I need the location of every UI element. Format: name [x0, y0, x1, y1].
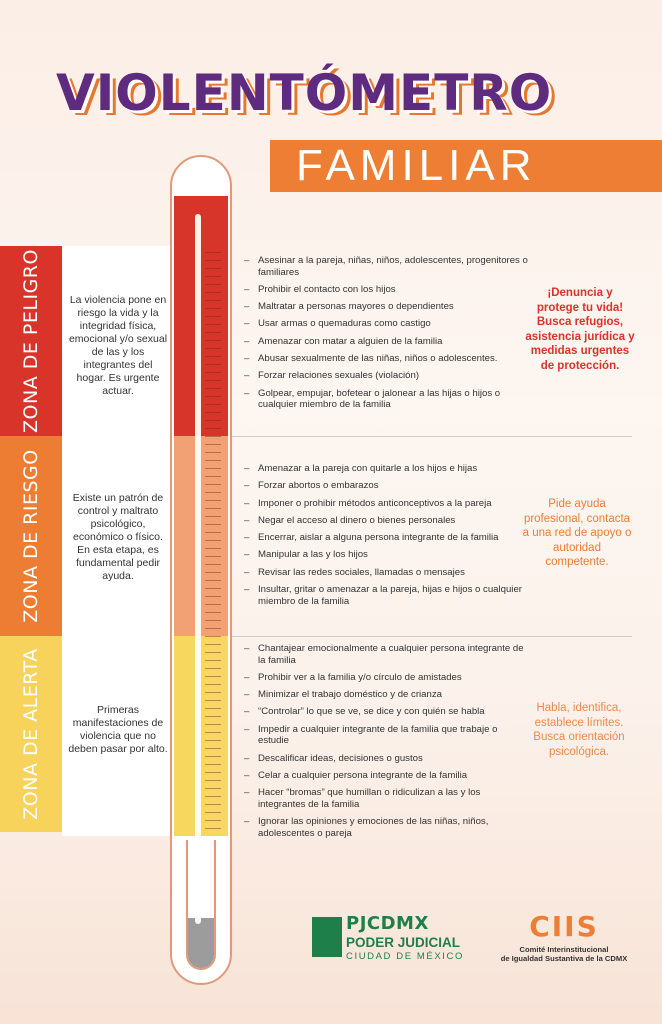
behavior-list-peligro: [244, 255, 529, 416]
comite-mark: CIIS: [529, 910, 599, 943]
zone-divider: [232, 436, 632, 437]
zone-label-alerta: ZONA DE ALERTA: [20, 648, 42, 820]
pj-emblem-icon: [312, 917, 342, 957]
zone-description-riesgo: Existe un patrón de control y maltrato psicológico, económico o físico. En esta etapa, es fundamental pedir ayuda.: [72, 492, 164, 582]
list-item: – Celar a cualquier persona integrante de la familia: [244, 770, 529, 782]
list-item: – Descalificar ideas, decisiones o gustos: [244, 753, 529, 765]
list-item: – Negar el acceso al dinero o bienes personales: [244, 515, 529, 527]
list-item: – Imponer o prohibir métodos anticonceptivos a la pareja: [244, 498, 529, 510]
list-item: – Impedir a cualquier integrante de la familia que trabaje o estudie: [244, 724, 529, 747]
zone-label-riesgo: ZONA DE RIESGO: [20, 449, 42, 623]
pj-acronym: PJCDMX: [346, 913, 429, 934]
comite-name-line2: de Igualdad Sustantiva de la CDMX: [500, 954, 628, 963]
list-item: – Prohibir el contacto con los hijos: [244, 284, 529, 296]
behavior-list-alerta: [244, 643, 529, 845]
comite-name-line1: Comité Interinstitucional: [519, 945, 609, 954]
call-to-action-alerta: Habla, identifica, establece límites. Busca orientación psicológica.: [533, 702, 625, 758]
list-item: – Insultar, gritar o amenazar a la pareja, hijas e hijos o cualquier miembro de la familia: [244, 584, 529, 607]
list-item: – Golpear, empujar, bofetear o jalonear a las hijas o hijos o cualquier miembro de la familia: [244, 388, 529, 411]
pj-city: CIUDAD DE MÉXICO: [346, 951, 464, 962]
pj-name: PODER JUDICIAL: [346, 935, 461, 950]
list-item: – Forzar relaciones sexuales (violación): [244, 370, 529, 382]
page-subtitle: FAMILIAR: [296, 141, 537, 190]
zone-description-alerta: Primeras manifestaciones de violencia que no deben pasar por alto.: [68, 704, 168, 755]
poder-judicial-logo: [312, 913, 462, 969]
list-item: – Minimizar el trabajo doméstico y de crianza: [244, 689, 529, 701]
zone-label-peligro: ZONA DE PELIGRO: [20, 249, 42, 433]
thermometer-capillary: [195, 214, 201, 924]
call-to-action-riesgo: Pide ayuda profesional, contacta a una red de apoyo o autoridad competente.: [522, 498, 632, 568]
list-item: – Hacer “bromas” que humillan o ridiculizan a las y los integrantes de la familia: [244, 787, 529, 810]
call-to-action-peligro: ¡Denuncia y protege tu vida! Busca refugios, asistencia jurídica y medidas urgentes de protección.: [525, 287, 635, 372]
page-title: VIOLENTÓMETRO: [56, 64, 553, 122]
zone-description-peligro: La violencia pone en riesgo la vida y la integridad física, emocional y/o sexual de las y los integrantes del hogar. Es urgente actuar.: [68, 294, 168, 397]
list-item: – “Controlar” lo que se ve, se dice y con quién se habla: [244, 706, 529, 718]
list-item: – Manipular a las y los hijos: [244, 549, 529, 561]
list-item: – Usar armas o quemaduras como castigo: [244, 318, 529, 330]
list-item: – Prohibir ver a la familia y/o círculo de amistades: [244, 672, 529, 684]
zone-divider: [232, 636, 632, 637]
list-item: – Maltratar a personas mayores o dependientes: [244, 301, 529, 313]
list-item: – Asesinar a la pareja, niñas, niños, adolescentes, progenitores o familiares: [244, 255, 529, 278]
comite-logo: [494, 910, 634, 970]
thermometer-scale-ticks: [205, 252, 221, 832]
behavior-list-riesgo: [244, 463, 529, 613]
thermometer-bulb-fill: [188, 918, 214, 968]
list-item: – Abusar sexualmente de las niñas, niños o adolescentes.: [244, 353, 529, 365]
list-item: – Revisar las redes sociales, llamadas o mensajes: [244, 567, 529, 579]
list-item: – Encerrar, aislar a alguna persona integrante de la familia: [244, 532, 529, 544]
list-item: – Forzar abortos o embarazos: [244, 480, 529, 492]
list-item: – Chantajear emocionalmente a cualquier persona integrante de la familia: [244, 643, 529, 666]
list-item: – Ignorar las opiniones y emociones de las niñas, niños, adolescentes o pareja: [244, 816, 529, 839]
list-item: – Amenazar a la pareja con quitarle a los hijos e hijas: [244, 463, 529, 475]
list-item: – Amenazar con matar a alguien de la familia: [244, 336, 529, 348]
